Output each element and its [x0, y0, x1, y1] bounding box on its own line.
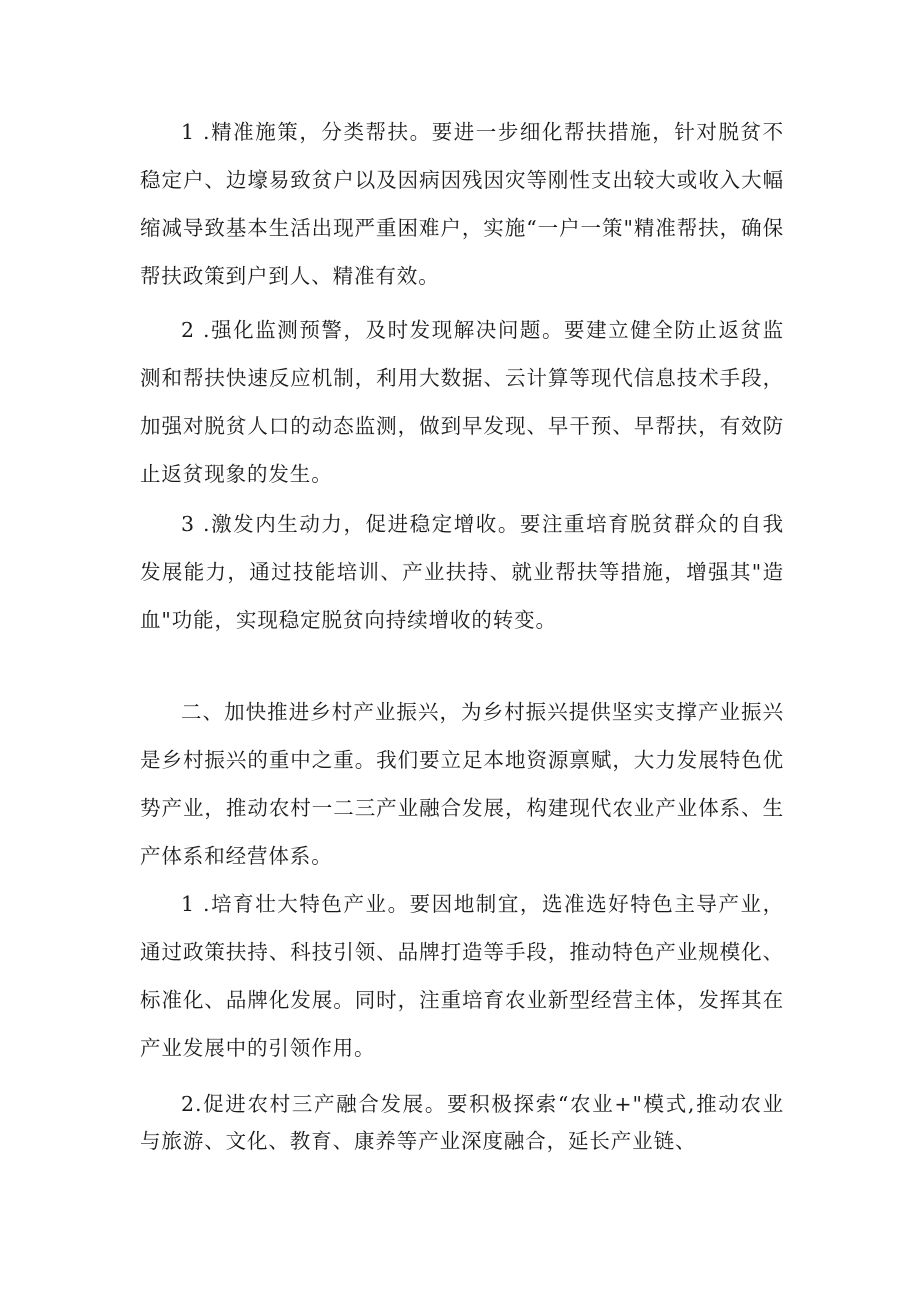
- paragraph-industry-integration: 2.促进农村三产融合发展。要积极探索“农业+"模式,推动农业与旅游、文化、教育、康养等产业深度融合，延长产业链、: [140, 1092, 784, 1153]
- paragraph-precise-assistance: 1 .精准施策，分类帮扶。要进一步细化帮扶措施，针对脱贫不稳定户、边壕易致贫户以及因病因残因灾等刚性支出较大或收入大幅缩减导致基本生活出现严重困难户，实施“一户一策"精准帮扶，确保帮扶政策到户到人、精准有效。: [140, 120, 784, 288]
- paragraph-internal-motivation: 3 .激发内生动力，促进稳定增收。要注重培育脱贫群众的自我发展能力，通过技能培训、产业扶持、就业帮扶等措施，增强其"造血"功能，实现稳定脱贫向持续增收的转变。: [140, 512, 784, 632]
- paragraph-characteristic-industries: 1 .培育壮大特色产业。要因地制宜，选准选好特色主导产业，通过政策扶持、科技引领、品牌打造等手段，推动特色产业规模化、标准化、品牌化发展。同时，注重培育农业新型经营主体，发挥其在产业发展中的引领作用。: [140, 892, 784, 1060]
- paragraph-section-two-industry-revitalization: 二、加快推进乡村产业振兴，为乡村振兴提供坚实支撑产业振兴是乡村振兴的重中之重。我们要立足本地资源禀赋，大力发展特色优势产业，推动农村一二三产业融合发展，构建现代农业产业体系、生产体系和经营体系。: [140, 700, 784, 868]
- paragraph-monitoring-warning: 2 .强化监测预警，及时发现解决问题。要建立健全防止返贫监测和帮扶快速反应机制，利用大数据、云计算等现代信息技术手段，加强对脱贫人口的动态监测，做到早发现、早干预、早帮扶，有效防止返贫现象的发生。: [140, 318, 784, 486]
